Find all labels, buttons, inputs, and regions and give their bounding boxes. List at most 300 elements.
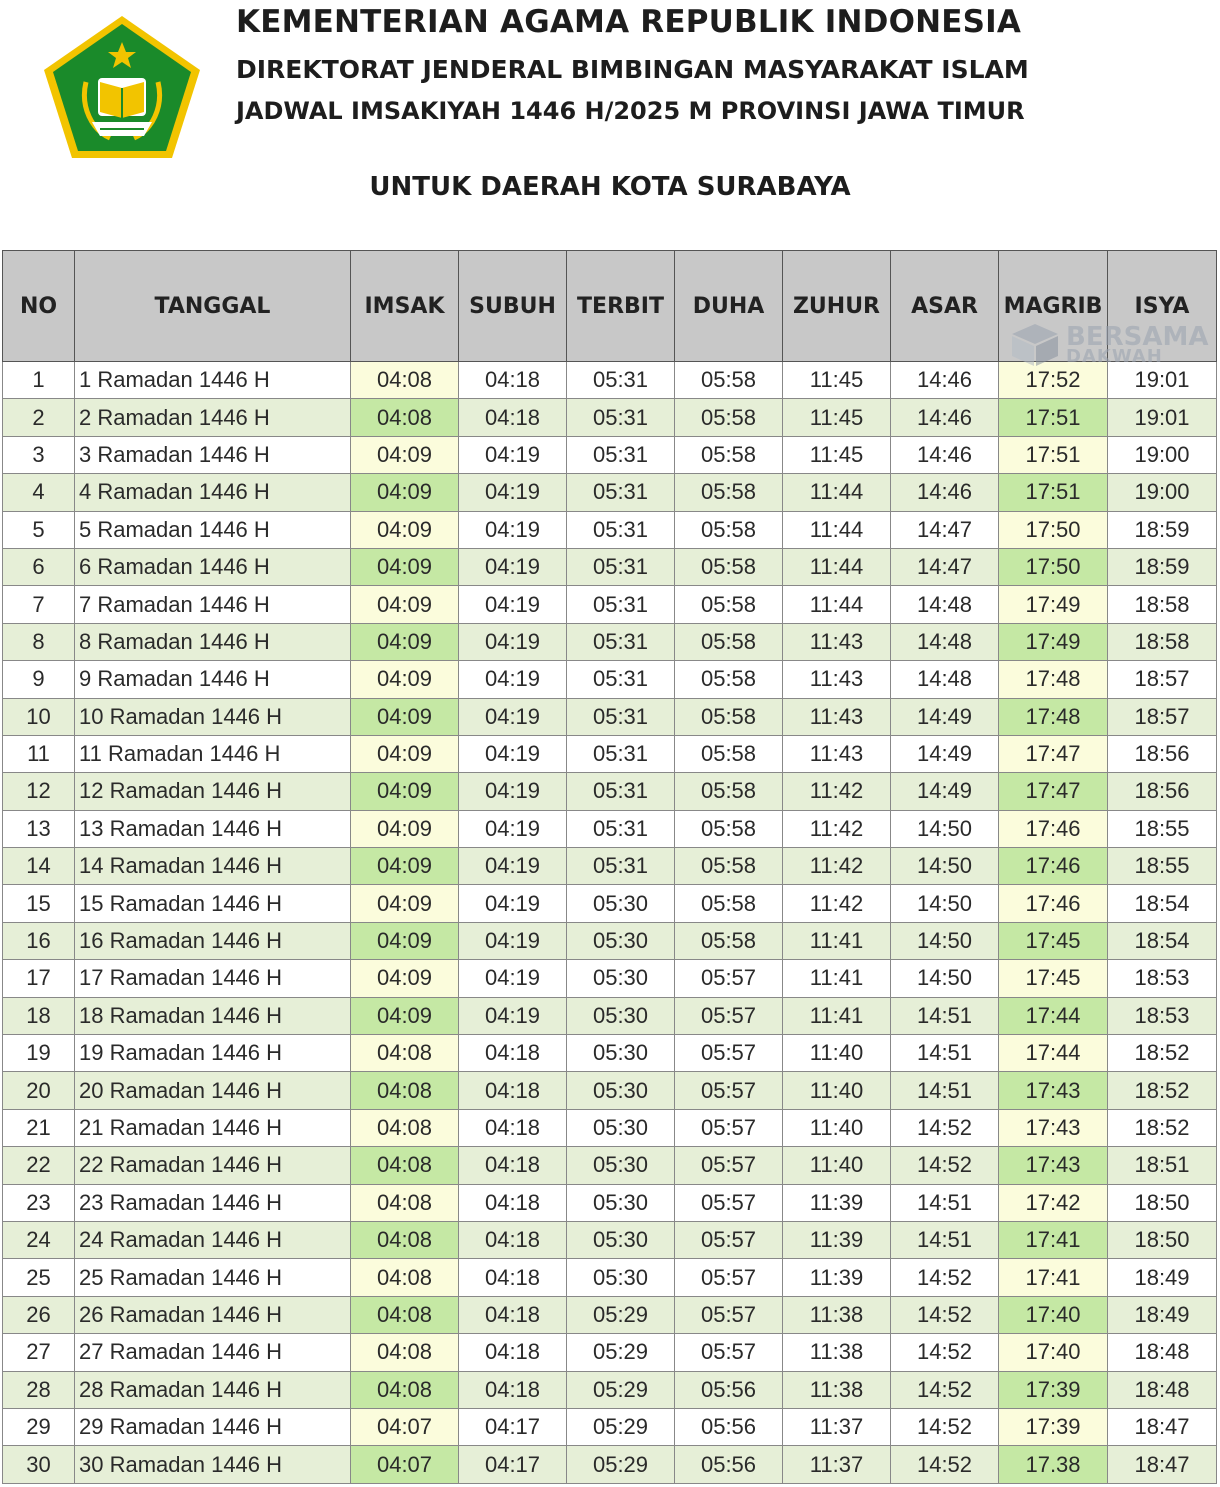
cell-terbit: 05:31 <box>567 848 675 885</box>
cell-imsak: 04:08 <box>351 1371 459 1408</box>
cell-no: 7 <box>3 586 75 623</box>
cell-asar: 14:52 <box>891 1446 999 1483</box>
cell-duha: 05:58 <box>675 735 783 772</box>
cell-zuhur: 11:37 <box>783 1446 891 1483</box>
table-row <box>3 1221 1217 1258</box>
cell-terbit: 05:31 <box>567 511 675 548</box>
cell-magrib: 17:44 <box>999 1035 1108 1072</box>
cell-asar: 14:46 <box>891 362 999 399</box>
table-row <box>3 1446 1217 1483</box>
cell-no: 27 <box>3 1334 75 1371</box>
cell-magrib: 17:43 <box>999 1109 1108 1146</box>
cell-duha: 05:56 <box>675 1371 783 1408</box>
cell-no: 4 <box>3 474 75 511</box>
table-row <box>3 661 1217 698</box>
watermark-text-1: BERSAMA <box>1066 322 1209 352</box>
cell-date: 13 Ramadan 1446 H <box>75 810 351 847</box>
cell-date: 18 Ramadan 1446 H <box>75 997 351 1034</box>
cell-isya: 18:52 <box>1108 1109 1217 1146</box>
cell-terbit: 05:29 <box>567 1296 675 1333</box>
cell-subuh: 04:19 <box>459 661 567 698</box>
region-title: UNTUK DAERAH KOTA SURABAYA <box>369 172 851 202</box>
cell-subuh: 04:19 <box>459 885 567 922</box>
cell-subuh: 04:18 <box>459 1184 567 1221</box>
cell-zuhur: 11:39 <box>783 1221 891 1258</box>
cell-zuhur: 11:41 <box>783 960 891 997</box>
cell-asar: 14:51 <box>891 1221 999 1258</box>
ministry-title: KEMENTERIAN AGAMA REPUBLIK INDONESIA <box>236 4 1022 40</box>
cell-no: 3 <box>3 436 75 473</box>
cell-imsak: 04:09 <box>351 623 459 660</box>
table-row <box>3 922 1217 959</box>
cell-isya: 18:50 <box>1108 1221 1217 1258</box>
cell-magrib: 17:46 <box>999 810 1108 847</box>
cell-magrib: 17:47 <box>999 735 1108 772</box>
cell-date: 1 Ramadan 1446 H <box>75 362 351 399</box>
directorate-title: DIREKTORAT JENDERAL BIMBINGAN MASYARAKAT ISLAM <box>236 55 1029 84</box>
cell-terbit: 05:31 <box>567 810 675 847</box>
cell-subuh: 04:18 <box>459 399 567 436</box>
cell-imsak: 04:08 <box>351 1109 459 1146</box>
cell-terbit: 05:30 <box>567 1221 675 1258</box>
cell-isya: 18:59 <box>1108 511 1217 548</box>
cell-subuh: 04:19 <box>459 548 567 585</box>
cell-magrib: 17:49 <box>999 586 1108 623</box>
cell-no: 8 <box>3 623 75 660</box>
cell-terbit: 05:29 <box>567 1446 675 1483</box>
cell-no: 30 <box>3 1446 75 1483</box>
cell-isya: 19:01 <box>1108 362 1217 399</box>
cell-magrib: 17:40 <box>999 1334 1108 1371</box>
cell-no: 11 <box>3 735 75 772</box>
cell-duha: 05:58 <box>675 511 783 548</box>
col-header-asar: ASAR <box>891 251 999 362</box>
cell-asar: 14:48 <box>891 661 999 698</box>
cell-zuhur: 11:43 <box>783 698 891 735</box>
cell-magrib: 17:41 <box>999 1259 1108 1296</box>
cell-no: 26 <box>3 1296 75 1333</box>
col-header-tanggal: TANGGAL <box>75 251 351 362</box>
cell-duha: 05:58 <box>675 623 783 660</box>
table-body <box>3 362 1217 1484</box>
table-row <box>3 1184 1217 1221</box>
cell-asar: 14:50 <box>891 885 999 922</box>
cell-no: 15 <box>3 885 75 922</box>
cell-imsak: 04:08 <box>351 399 459 436</box>
cell-subuh: 04:19 <box>459 436 567 473</box>
cell-terbit: 05:31 <box>567 698 675 735</box>
cell-magrib: 17:47 <box>999 773 1108 810</box>
cell-duha: 05:57 <box>675 1334 783 1371</box>
col-header-isya: ISYA <box>1108 251 1217 362</box>
cell-isya: 18:55 <box>1108 848 1217 885</box>
cell-subuh: 04:19 <box>459 735 567 772</box>
watermark-text-2: DAKWAH <box>1066 346 1163 367</box>
cell-no: 18 <box>3 997 75 1034</box>
cell-no: 21 <box>3 1109 75 1146</box>
cell-magrib: 17:45 <box>999 960 1108 997</box>
cell-isya: 18:48 <box>1108 1371 1217 1408</box>
table-row <box>3 548 1217 585</box>
cell-isya: 18:52 <box>1108 1072 1217 1109</box>
cell-magrib: 17:46 <box>999 885 1108 922</box>
table-row <box>3 1296 1217 1333</box>
cell-isya: 18:56 <box>1108 773 1217 810</box>
cell-date: 25 Ramadan 1446 H <box>75 1259 351 1296</box>
cell-no: 23 <box>3 1184 75 1221</box>
cell-zuhur: 11:43 <box>783 661 891 698</box>
cell-imsak: 04:08 <box>351 1184 459 1221</box>
cell-zuhur: 11:41 <box>783 997 891 1034</box>
cell-duha: 05:57 <box>675 1109 783 1146</box>
cell-no: 2 <box>3 399 75 436</box>
cell-date: 10 Ramadan 1446 H <box>75 698 351 735</box>
cell-isya: 18:50 <box>1108 1184 1217 1221</box>
cell-date: 27 Ramadan 1446 H <box>75 1334 351 1371</box>
cell-no: 16 <box>3 922 75 959</box>
cell-zuhur: 11:38 <box>783 1296 891 1333</box>
cell-no: 24 <box>3 1221 75 1258</box>
cell-asar: 14:52 <box>891 1408 999 1445</box>
cell-no: 9 <box>3 661 75 698</box>
cell-imsak: 04:08 <box>351 1035 459 1072</box>
cell-imsak: 04:09 <box>351 735 459 772</box>
cell-asar: 14:52 <box>891 1259 999 1296</box>
cell-terbit: 05:31 <box>567 661 675 698</box>
cell-imsak: 04:09 <box>351 810 459 847</box>
cell-magrib: 17:50 <box>999 548 1108 585</box>
cell-asar: 14:50 <box>891 848 999 885</box>
cell-subuh: 04:18 <box>459 1109 567 1146</box>
cell-imsak: 04:09 <box>351 773 459 810</box>
col-header-zuhur: ZUHUR <box>783 251 891 362</box>
table-row <box>3 1109 1217 1146</box>
cell-zuhur: 11:40 <box>783 1147 891 1184</box>
schedule-title: JADWAL IMSAKIYAH 1446 H/2025 M PROVINSI JAWA TIMUR <box>236 97 1025 125</box>
cell-date: 19 Ramadan 1446 H <box>75 1035 351 1072</box>
cell-no: 25 <box>3 1259 75 1296</box>
cell-asar: 14:51 <box>891 1072 999 1109</box>
cell-duha: 05:58 <box>675 436 783 473</box>
cell-zuhur: 11:45 <box>783 436 891 473</box>
cell-terbit: 05:30 <box>567 960 675 997</box>
cell-isya: 18:53 <box>1108 997 1217 1034</box>
cell-isya: 18:49 <box>1108 1296 1217 1333</box>
cell-magrib: 17:44 <box>999 997 1108 1034</box>
cell-zuhur: 11:44 <box>783 511 891 548</box>
cell-subuh: 04:18 <box>459 1072 567 1109</box>
cell-duha: 05:56 <box>675 1408 783 1445</box>
cell-asar: 14:51 <box>891 1184 999 1221</box>
cell-duha: 05:58 <box>675 474 783 511</box>
cell-imsak: 04:09 <box>351 436 459 473</box>
cell-no: 6 <box>3 548 75 585</box>
cell-asar: 14:52 <box>891 1371 999 1408</box>
cell-subuh: 04:19 <box>459 773 567 810</box>
cell-isya: 18:59 <box>1108 548 1217 585</box>
cell-imsak: 04:07 <box>351 1408 459 1445</box>
cell-zuhur: 11:39 <box>783 1259 891 1296</box>
cell-imsak: 04:08 <box>351 1334 459 1371</box>
cell-duha: 05:57 <box>675 960 783 997</box>
cell-no: 28 <box>3 1371 75 1408</box>
cell-terbit: 05:30 <box>567 1035 675 1072</box>
cell-no: 22 <box>3 1147 75 1184</box>
cell-zuhur: 11:42 <box>783 848 891 885</box>
cell-date: 22 Ramadan 1446 H <box>75 1147 351 1184</box>
cell-isya: 18:51 <box>1108 1147 1217 1184</box>
cell-no: 12 <box>3 773 75 810</box>
cell-zuhur: 11:44 <box>783 474 891 511</box>
cell-magrib: 17:51 <box>999 399 1108 436</box>
cell-subuh: 04:18 <box>459 1147 567 1184</box>
cell-asar: 14:48 <box>891 586 999 623</box>
cell-imsak: 04:08 <box>351 1259 459 1296</box>
cell-magrib: 17:39 <box>999 1408 1108 1445</box>
col-header-subuh: SUBUH <box>459 251 567 362</box>
table-row <box>3 848 1217 885</box>
cell-date: 17 Ramadan 1446 H <box>75 960 351 997</box>
cell-magrib: 17:52 <box>999 362 1108 399</box>
cell-duha: 05:58 <box>675 848 783 885</box>
cell-terbit: 05:29 <box>567 1408 675 1445</box>
cell-date: 9 Ramadan 1446 H <box>75 661 351 698</box>
cell-date: 2 Ramadan 1446 H <box>75 399 351 436</box>
cell-terbit: 05:31 <box>567 362 675 399</box>
cell-isya: 19:00 <box>1108 436 1217 473</box>
cell-duha: 05:58 <box>675 922 783 959</box>
cell-date: 6 Ramadan 1446 H <box>75 548 351 585</box>
cell-asar: 14:47 <box>891 511 999 548</box>
cell-magrib: 17:42 <box>999 1184 1108 1221</box>
cell-duha: 05:58 <box>675 810 783 847</box>
cell-imsak: 04:09 <box>351 474 459 511</box>
cell-subuh: 04:18 <box>459 1035 567 1072</box>
table-row <box>3 735 1217 772</box>
cell-isya: 18:56 <box>1108 735 1217 772</box>
cell-imsak: 04:08 <box>351 1072 459 1109</box>
table-row <box>3 1259 1217 1296</box>
cell-imsak: 04:09 <box>351 960 459 997</box>
cell-no: 20 <box>3 1072 75 1109</box>
cell-duha: 05:56 <box>675 1446 783 1483</box>
table-row <box>3 586 1217 623</box>
table-row <box>3 1072 1217 1109</box>
cell-zuhur: 11:42 <box>783 885 891 922</box>
cell-subuh: 04:19 <box>459 623 567 660</box>
cell-imsak: 04:09 <box>351 548 459 585</box>
cell-asar: 14:49 <box>891 773 999 810</box>
cell-zuhur: 11:37 <box>783 1408 891 1445</box>
cell-terbit: 05:31 <box>567 474 675 511</box>
cell-asar: 14:52 <box>891 1147 999 1184</box>
cell-magrib: 17:51 <box>999 436 1108 473</box>
table-row <box>3 623 1217 660</box>
cell-zuhur: 11:43 <box>783 735 891 772</box>
cell-isya: 18:58 <box>1108 623 1217 660</box>
cell-duha: 05:57 <box>675 1221 783 1258</box>
cell-zuhur: 11:40 <box>783 1109 891 1146</box>
cell-duha: 05:58 <box>675 698 783 735</box>
cell-magrib: 17:50 <box>999 511 1108 548</box>
cell-isya: 18:54 <box>1108 885 1217 922</box>
table-header-row <box>3 251 1217 362</box>
cell-magrib: 17.38 <box>999 1446 1108 1483</box>
cell-date: 11 Ramadan 1446 H <box>75 735 351 772</box>
cell-imsak: 04:09 <box>351 511 459 548</box>
cell-imsak: 04:09 <box>351 885 459 922</box>
cell-date: 24 Ramadan 1446 H <box>75 1221 351 1258</box>
cell-subuh: 04:17 <box>459 1408 567 1445</box>
table-row <box>3 1334 1217 1371</box>
imsakiyah-table <box>2 250 1217 1484</box>
cell-duha: 05:58 <box>675 885 783 922</box>
cell-asar: 14:49 <box>891 698 999 735</box>
cell-terbit: 05:30 <box>567 1259 675 1296</box>
table-row <box>3 698 1217 735</box>
cell-asar: 14:48 <box>891 623 999 660</box>
cell-no: 19 <box>3 1035 75 1072</box>
col-header-no: NO <box>3 251 75 362</box>
cell-isya: 18:52 <box>1108 1035 1217 1072</box>
table-row <box>3 1147 1217 1184</box>
cell-asar: 14:47 <box>891 548 999 585</box>
cell-magrib: 17:40 <box>999 1296 1108 1333</box>
cell-isya: 18:47 <box>1108 1408 1217 1445</box>
table-row <box>3 511 1217 548</box>
cell-zuhur: 11:42 <box>783 810 891 847</box>
cell-date: 30 Ramadan 1446 H <box>75 1446 351 1483</box>
cell-terbit: 05:29 <box>567 1334 675 1371</box>
cell-terbit: 05:31 <box>567 548 675 585</box>
cell-date: 16 Ramadan 1446 H <box>75 922 351 959</box>
cell-no: 10 <box>3 698 75 735</box>
cell-isya: 19:00 <box>1108 474 1217 511</box>
cell-subuh: 04:19 <box>459 960 567 997</box>
table-row <box>3 436 1217 473</box>
cell-date: 29 Ramadan 1446 H <box>75 1408 351 1445</box>
cell-isya: 18:47 <box>1108 1446 1217 1483</box>
cell-subuh: 04:18 <box>459 1259 567 1296</box>
cell-terbit: 05:31 <box>567 399 675 436</box>
table-row <box>3 1408 1217 1445</box>
cell-date: 28 Ramadan 1446 H <box>75 1371 351 1408</box>
cell-duha: 05:58 <box>675 399 783 436</box>
table-row <box>3 1035 1217 1072</box>
cell-isya: 18:57 <box>1108 698 1217 735</box>
cell-asar: 14:51 <box>891 1035 999 1072</box>
cell-date: 12 Ramadan 1446 H <box>75 773 351 810</box>
cell-zuhur: 11:39 <box>783 1184 891 1221</box>
cell-no: 17 <box>3 960 75 997</box>
cell-isya: 18:53 <box>1108 960 1217 997</box>
cell-imsak: 04:08 <box>351 1147 459 1184</box>
cell-date: 26 Ramadan 1446 H <box>75 1296 351 1333</box>
cell-subuh: 04:18 <box>459 1371 567 1408</box>
cell-duha: 05:57 <box>675 997 783 1034</box>
cell-asar: 14:46 <box>891 474 999 511</box>
cell-asar: 14:51 <box>891 997 999 1034</box>
cell-isya: 18:57 <box>1108 661 1217 698</box>
cell-isya: 18:54 <box>1108 922 1217 959</box>
cell-terbit: 05:31 <box>567 773 675 810</box>
cell-zuhur: 11:44 <box>783 586 891 623</box>
cell-asar: 14:52 <box>891 1334 999 1371</box>
cell-zuhur: 11:42 <box>783 773 891 810</box>
cell-magrib: 17:49 <box>999 623 1108 660</box>
cell-duha: 05:58 <box>675 548 783 585</box>
cell-date: 20 Ramadan 1446 H <box>75 1072 351 1109</box>
cell-duha: 05:57 <box>675 1259 783 1296</box>
cell-subuh: 04:17 <box>459 1446 567 1483</box>
cell-imsak: 04:09 <box>351 848 459 885</box>
cell-asar: 14:46 <box>891 436 999 473</box>
cell-isya: 18:49 <box>1108 1259 1217 1296</box>
col-header-terbit: TERBIT <box>567 251 675 362</box>
cell-duha: 05:57 <box>675 1035 783 1072</box>
cell-isya: 18:48 <box>1108 1334 1217 1371</box>
cell-terbit: 05:30 <box>567 1109 675 1146</box>
table-row <box>3 885 1217 922</box>
cell-magrib: 17:39 <box>999 1371 1108 1408</box>
cell-isya: 19:01 <box>1108 399 1217 436</box>
cell-imsak: 04:08 <box>351 1221 459 1258</box>
cell-duha: 05:58 <box>675 362 783 399</box>
cell-no: 5 <box>3 511 75 548</box>
kemenag-emblem-icon <box>40 12 204 162</box>
cell-terbit: 05:30 <box>567 1072 675 1109</box>
cell-no: 14 <box>3 848 75 885</box>
cell-magrib: 17:45 <box>999 922 1108 959</box>
cell-duha: 05:57 <box>675 1296 783 1333</box>
table-row <box>3 773 1217 810</box>
cell-terbit: 05:30 <box>567 1184 675 1221</box>
cell-date: 15 Ramadan 1446 H <box>75 885 351 922</box>
cell-subuh: 04:19 <box>459 922 567 959</box>
cell-terbit: 05:31 <box>567 436 675 473</box>
cell-no: 29 <box>3 1408 75 1445</box>
cell-terbit: 05:30 <box>567 885 675 922</box>
cell-magrib: 17:48 <box>999 661 1108 698</box>
cell-zuhur: 11:38 <box>783 1371 891 1408</box>
cell-subuh: 04:19 <box>459 810 567 847</box>
cell-subuh: 04:19 <box>459 586 567 623</box>
table-row <box>3 474 1217 511</box>
cell-asar: 14:49 <box>891 735 999 772</box>
cell-no: 13 <box>3 810 75 847</box>
cell-subuh: 04:19 <box>459 997 567 1034</box>
col-header-duha: DUHA <box>675 251 783 362</box>
table-row <box>3 362 1217 399</box>
table-row <box>3 399 1217 436</box>
cell-subuh: 04:18 <box>459 362 567 399</box>
cell-date: 14 Ramadan 1446 H <box>75 848 351 885</box>
cell-zuhur: 11:44 <box>783 548 891 585</box>
cell-duha: 05:57 <box>675 1147 783 1184</box>
cell-zuhur: 11:43 <box>783 623 891 660</box>
cell-subuh: 04:19 <box>459 698 567 735</box>
cell-subuh: 04:18 <box>459 1221 567 1258</box>
cell-magrib: 17:46 <box>999 848 1108 885</box>
cell-date: 8 Ramadan 1446 H <box>75 623 351 660</box>
cell-terbit: 05:31 <box>567 586 675 623</box>
col-header-imsak: IMSAK <box>351 251 459 362</box>
table-row <box>3 810 1217 847</box>
cell-terbit: 05:31 <box>567 623 675 660</box>
cell-date: 21 Ramadan 1446 H <box>75 1109 351 1146</box>
cell-terbit: 05:30 <box>567 1147 675 1184</box>
cell-asar: 14:50 <box>891 960 999 997</box>
